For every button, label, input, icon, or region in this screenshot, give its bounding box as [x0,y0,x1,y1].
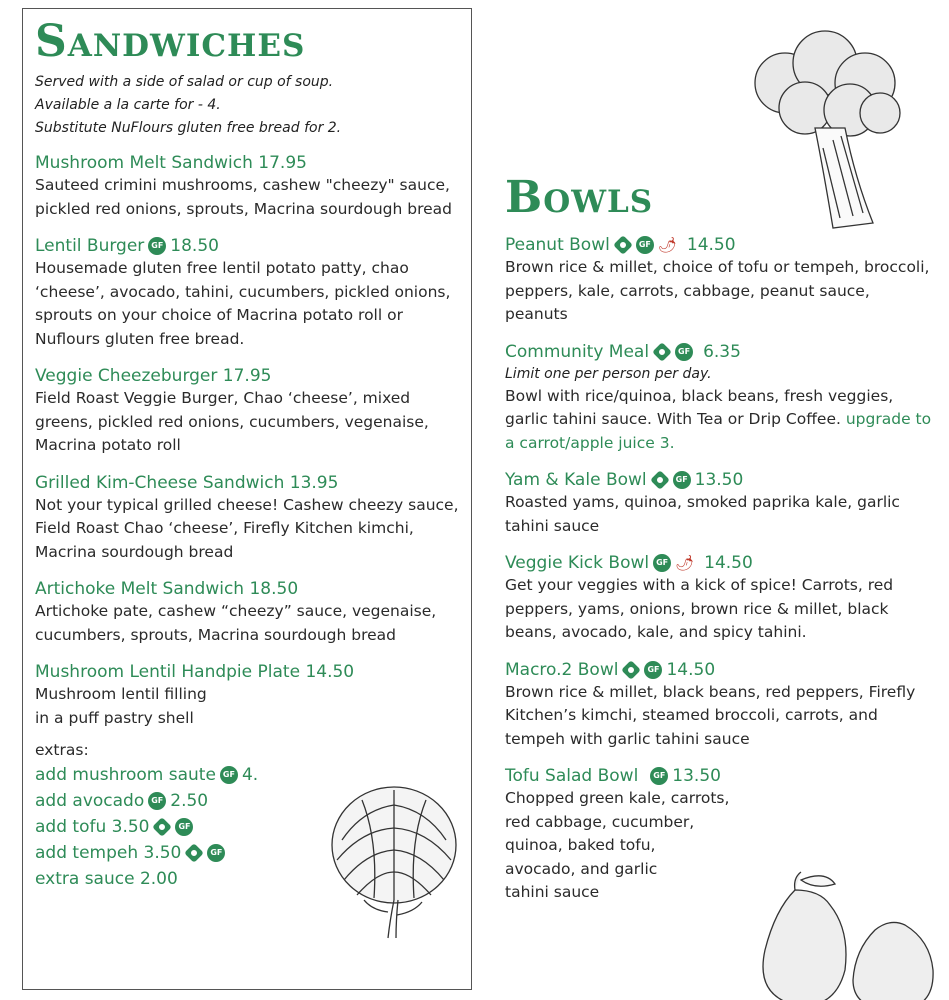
gluten-free-icon: GF [148,237,166,255]
item-title [505,765,935,787]
gluten-free-icon: GF [673,471,691,489]
sandwiches-intro [35,71,471,140]
upgrade-offer: upgrade to a carrot/apple juice 3. [505,410,932,452]
item-title: Artichoke Melt Sandwich 18.50 [35,579,299,599]
item-title [505,659,935,681]
extra-price: 4. [241,765,259,785]
item-title [505,552,935,574]
intro-line: Available a la carte for - 4. [35,97,221,113]
item-price: 13.50 [672,766,721,786]
item-desc-line: avocado, and garlic [505,859,658,878]
item-desc [505,385,935,456]
menu-item [505,469,935,538]
extras-label: extras: [35,741,89,759]
item-desc: Field Roast Veggie Burger, Chao ‘cheese’, mixed greens, pickled red onions, cucumbers, vegenaise, Macrina potato roll [35,389,429,454]
item-title: Veggie Cheezeburger 17.95 [35,366,272,386]
item-desc: Get your veggies with a kick of spice! Carrots, red peppers, yams, onions, brown rice & millet, black beans, avocado, kale, and spicy tahini. [505,576,894,641]
item-desc-line: in a puff pastry shell [35,708,194,727]
vegan-icon [652,342,672,362]
extra-name: add tempeh 3.50 [35,843,182,863]
menu-item [505,552,935,645]
extra-name: add mushroom saute [35,765,216,785]
item-price: 14.50 [704,553,753,573]
pear-illustration [735,870,935,1000]
item-name: Macro.2 Bowl [505,659,619,680]
bowls-section [505,170,935,919]
item-name: Peanut Bowl [505,235,610,255]
intro-line: Substitute NuFlours gluten free bread for 2. [35,120,342,136]
menu-item [35,472,471,565]
artichoke-illustration [322,780,467,940]
gluten-free-icon: GF [175,818,193,836]
item-desc-line: red cabbage, cucumber, [505,812,695,831]
menu-item [35,661,471,730]
item-price: 6.35 [703,341,741,362]
menu-item [35,578,471,647]
gluten-free-icon: GF [675,343,693,361]
item-price: 18.50 [170,236,219,256]
item-desc: Brown rice & millet, choice of tofu or tempeh, broccoli, peppers, kale, carrots, cabbage, peanut sauce, peanuts [505,258,930,323]
bowls-title: Bowls [505,172,654,223]
item-desc: Brown rice & millet, black beans, red peppers, Firefly Kitchen’s kimchi, steamed broccoli, carrots, and tempeh with garlic tahini sauce [505,682,916,748]
item-name: Community Meal [505,341,650,362]
item-desc: Housemade gluten free lentil potato patty, chao ‘cheese’, avocado, tahini, cucumbers, pickled onions, sprouts on your choice of Macrina potato roll or Nuflours gluten free bread. [35,259,451,348]
vegan-icon [153,817,173,837]
sandwiches-title: Sandwiches [35,16,306,67]
gluten-free-icon: GF [650,767,668,785]
menu-item [35,235,471,351]
spicy-pepper-icon: 🌶 [675,553,695,572]
item-desc-line: tahini sauce [505,883,600,901]
spicy-pepper-icon: 🌶 [657,235,677,254]
item-name: Yam & Kale Bowl [505,470,647,490]
item-title [505,469,935,491]
item-title: Mushroom Lentil Handpie Plate 14.50 [35,662,355,682]
item-desc: Roasted yams, quinoa, smoked paprika kale, garlic tahini sauce [505,493,900,535]
menu-item [35,365,471,458]
item-price: 14.50 [686,235,736,255]
item-name: Lentil Burger [35,236,145,256]
item-title: Mushroom Melt Sandwich 17.95 [35,153,307,173]
item-desc: Sauteed crimini mushrooms, cashew "cheezy" sauce, pickled red onions, sprouts, Macrina sourdough bread [35,176,452,218]
gluten-free-icon: GF [207,844,225,862]
menu-item [505,234,935,327]
item-desc-line: Mushroom lentil filling [35,685,207,703]
item-title [35,235,471,257]
item-price: 13.50 [694,470,744,490]
item-note: Limit one per person per day. [505,365,712,382]
item-title: Grilled Kim-Cheese Sandwich 13.95 [35,472,339,493]
vegan-icon [613,235,633,255]
item-price: 14.50 [666,659,716,680]
gluten-free-icon: GF [644,661,662,679]
intro-line: Served with a side of salad or cup of soup. [35,74,334,90]
gluten-free-icon: GF [220,766,238,784]
menu-item [505,659,935,752]
gluten-free-icon: GF [148,792,166,810]
menu-item [35,152,471,221]
menu-item [505,341,935,456]
item-desc: Not your typical grilled cheese! Cashew cheezy sauce, Field Roast Chao ‘cheese’, Firefly Kitchen kimchi, Macrina sourdough bread [35,495,459,561]
item-desc-line: quinoa, baked tofu, [505,836,656,854]
item-name: Veggie Kick Bowl [505,553,650,573]
vegan-icon [184,843,204,863]
extra-price: 2.50 [170,791,209,811]
vegan-icon [650,470,670,490]
extra-name: add avocado [35,791,145,811]
item-title [505,341,935,363]
extra-name: extra sauce 2.00 [35,869,178,889]
extra-name: add tofu 3.50 [35,817,150,837]
item-title [505,234,935,256]
item-desc-line: Chopped green kale, carrots, [505,789,730,807]
gluten-free-icon: GF [636,236,654,254]
item-name: Tofu Salad Bowl [505,766,639,786]
gluten-free-icon: GF [653,554,671,572]
item-desc: Artichoke pate, cashew “cheezy” sauce, vegenaise, cucumbers, sprouts, Macrina sourdough bread [35,602,437,644]
vegan-icon [622,660,642,680]
item-desc-text: Bowl with rice/quinoa, black beans, fresh veggies, garlic tahini sauce. With Tea or Drip Coffee. [505,386,894,428]
